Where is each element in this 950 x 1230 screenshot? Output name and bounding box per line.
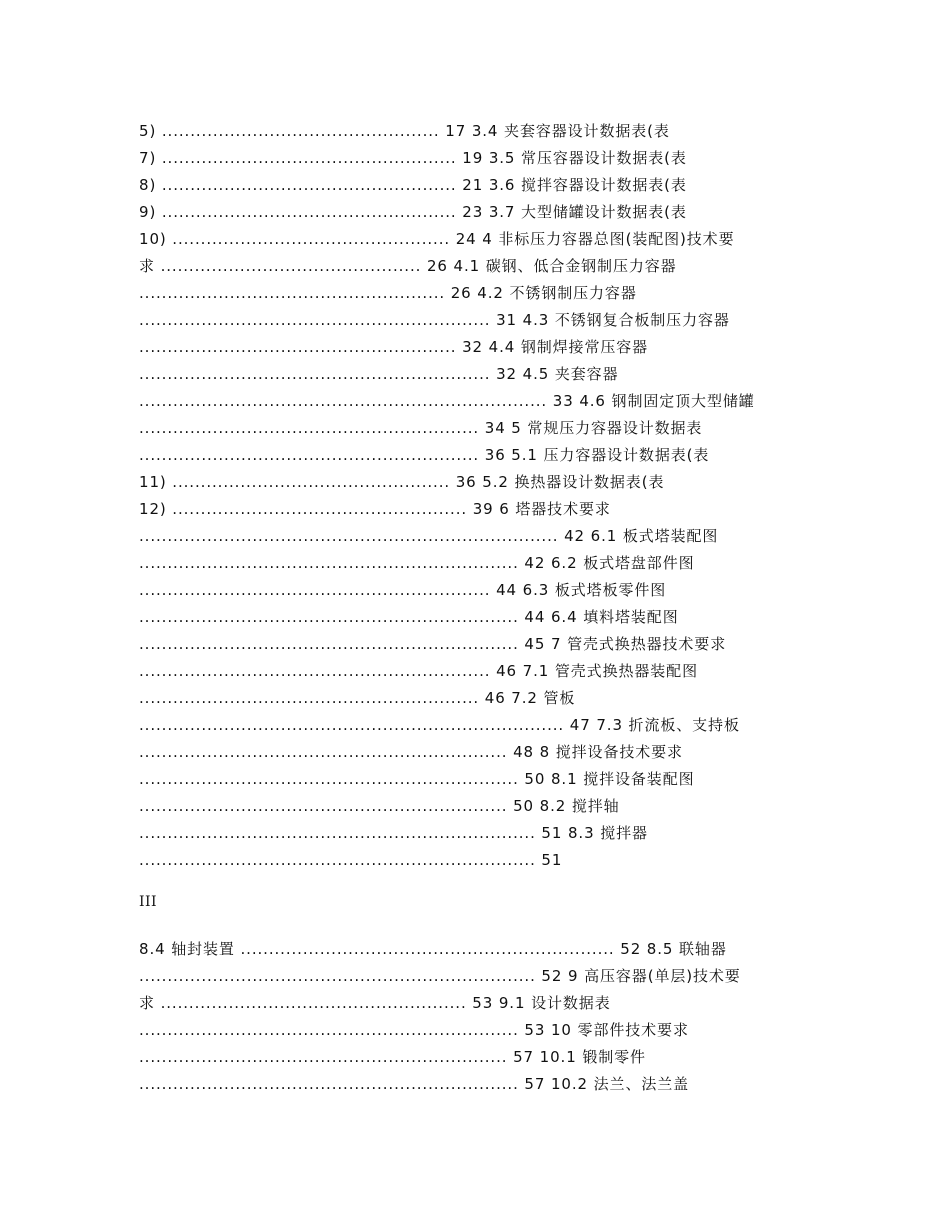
toc-section-1 <box>139 118 819 874</box>
toc-line: 5) ................................................. 17 3.4 夹套容器设计数据表(表 <box>139 122 670 140</box>
toc-line: .......................................................................... 42 6.1 板式塔装配图 <box>139 527 719 545</box>
toc-line: ............................................................ 46 7.2 管板 <box>139 689 576 707</box>
toc-line: 12) .................................................... 39 6 塔器技术要求 <box>139 500 611 518</box>
toc-line: .............................................................. 31 4.3 不锈钢复合板制压力容器 <box>139 311 730 329</box>
toc-line: ...................................................................... 51 8.3 搅拌器 <box>139 824 648 842</box>
toc-line: ...................................................... 26 4.2 不锈钢制压力容器 <box>139 284 637 302</box>
toc-line: ................................................................... 44 6.4 填料塔装配图 <box>139 608 679 626</box>
toc-line: ................................................................... 42 6.2 板式塔盘部件图 <box>139 554 695 572</box>
toc-line: ................................................................... 45 7 管壳式换热器技术要求 <box>139 635 727 653</box>
toc-line: ...................................................................... 52 9 高压容器(单层)技术要 <box>139 967 741 985</box>
toc-line: ........................................................................... 47 7.3 折流板、支持板 <box>139 716 740 734</box>
toc-line: .............................................................. 46 7.1 管壳式换热器装配图 <box>139 662 698 680</box>
toc-line: 9) .................................................... 23 3.7 大型储罐设计数据表(表 <box>139 203 687 221</box>
toc-line: 8.4 轴封装置 .................................................................. 52 8.5 联轴器 <box>139 940 727 958</box>
toc-line: ............................................................ 34 5 常规压力容器设计数据表 <box>139 419 703 437</box>
toc-line: 求 ...................................................... 53 9.1 设计数据表 <box>139 994 611 1012</box>
toc-line: .............................................................. 44 6.3 板式塔板零件图 <box>139 581 667 599</box>
toc-line: ................................................................... 53 10 零部件技术要求 <box>139 1021 689 1039</box>
toc-line: 7) .................................................... 19 3.5 常压容器设计数据表(表 <box>139 149 687 167</box>
toc-section-2 <box>139 936 819 1098</box>
toc-line: ............................................................ 36 5.1 压力容器设计数据表(表 <box>139 446 710 464</box>
page-number-marker: III <box>139 894 158 910</box>
toc-line: ........................................................ 32 4.4 钢制焊接常压容器 <box>139 338 649 356</box>
toc-line: ........................................................................ 33 4.6 钢制固定顶大型储罐 <box>139 392 755 410</box>
toc-line: ................................................................. 50 8.2 搅拌轴 <box>139 797 620 815</box>
toc-line: ................................................................. 48 8 搅拌设备技术要求 <box>139 743 683 761</box>
toc-line: ................................................................... 50 8.1 搅拌设备装配图 <box>139 770 695 788</box>
toc-line: 8) .................................................... 21 3.6 搅拌容器设计数据表(表 <box>139 176 687 194</box>
toc-line: 11) ................................................. 36 5.2 换热器设计数据表(表 <box>139 473 665 491</box>
toc-line: ................................................................. 57 10.1 锻制零件 <box>139 1048 646 1066</box>
toc-line: 10) ................................................. 24 4 非标压力容器总图(装配图)技术要 <box>139 230 735 248</box>
toc-line: .............................................................. 32 4.5 夹套容器 <box>139 365 619 383</box>
toc-line: 求 .............................................. 26 4.1 碳钢、低合金钢制压力容器 <box>139 257 677 275</box>
toc-line: ................................................................... 57 10.2 法兰、法兰盖 <box>139 1075 690 1093</box>
toc-line: ...................................................................... 51 <box>139 851 563 869</box>
